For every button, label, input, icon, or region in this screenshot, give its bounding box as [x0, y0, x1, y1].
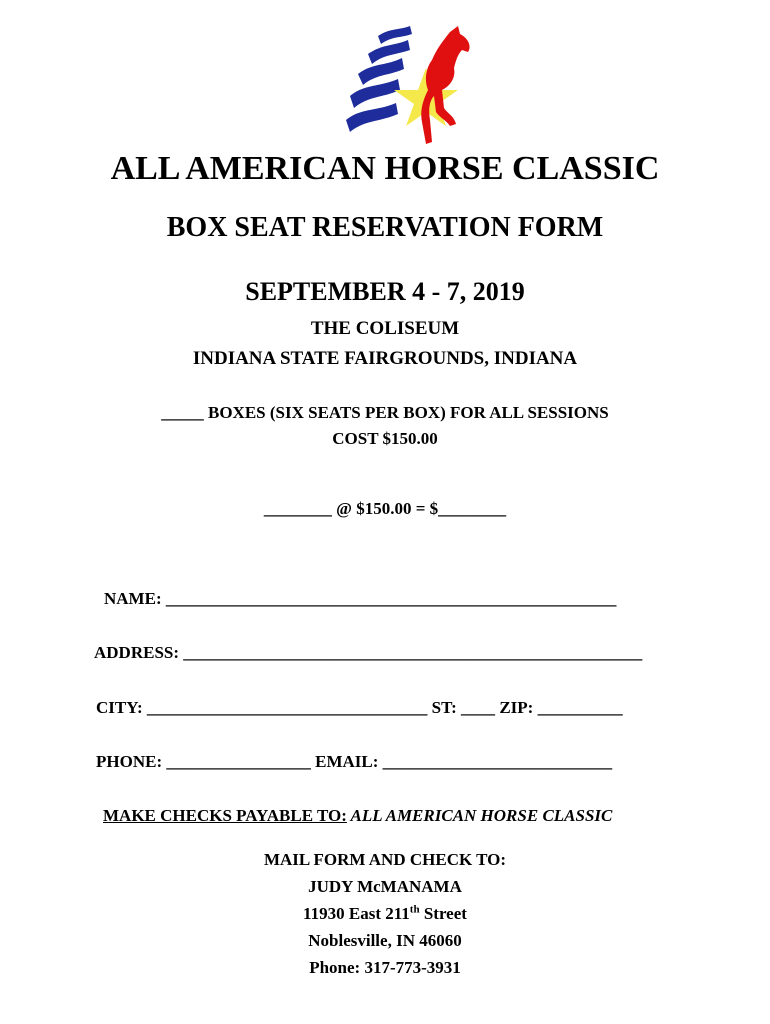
state-field[interactable]: ST: ____	[427, 698, 496, 717]
horse-flag-logo-icon	[338, 24, 478, 154]
mail-heading: MAIL FORM AND CHECK TO:	[263, 850, 507, 869]
payee-name: ALL AMERICAN HORSE CLASSIC	[346, 806, 613, 825]
email-field[interactable]: EMAIL: ___________________________	[310, 752, 613, 771]
total-calculation-field[interactable]: ________ @ $150.00 = $________	[263, 499, 507, 518]
boxes-quantity-field[interactable]: _____ BOXES (SIX SEATS PER BOX) FOR ALL SESSIONS	[161, 403, 609, 422]
name-field[interactable]: NAME: _____________________________________________________	[104, 589, 617, 608]
checks-payable-label: MAKE CHECKS PAYABLE TO:	[103, 806, 347, 825]
phone-email-row	[96, 752, 612, 772]
mail-city: Noblesville, IN 46060	[308, 931, 462, 950]
mail-street	[0, 904, 770, 924]
cost-text: COST $150.00	[332, 429, 438, 448]
phone-field[interactable]: PHONE: _________________	[96, 752, 311, 771]
event-dates: SEPTEMBER 4 - 7, 2019	[245, 277, 525, 306]
mail-phone: Phone: 317-773-3931	[309, 958, 461, 977]
street-number: 11930 East 211	[303, 904, 410, 923]
form-subtitle: BOX SEAT RESERVATION FORM	[166, 212, 604, 243]
venue-location: INDIANA STATE FAIRGROUNDS, INDIANA	[192, 348, 578, 369]
street-suffix: th	[409, 903, 420, 916]
address-field[interactable]: ADDRESS: ______________________________________________________	[94, 643, 643, 662]
event-title: ALL AMERICAN HORSE CLASSIC	[110, 150, 660, 187]
street-name: Street	[419, 904, 467, 923]
venue-name: THE COLISEUM	[310, 318, 460, 339]
mail-recipient: JUDY McMANAMA	[308, 877, 462, 896]
checks-payable-line	[103, 806, 612, 826]
city-state-zip-row	[96, 698, 623, 718]
zip-field[interactable]: ZIP: __________	[495, 698, 623, 717]
city-field[interactable]: CITY: _________________________________	[96, 698, 428, 717]
